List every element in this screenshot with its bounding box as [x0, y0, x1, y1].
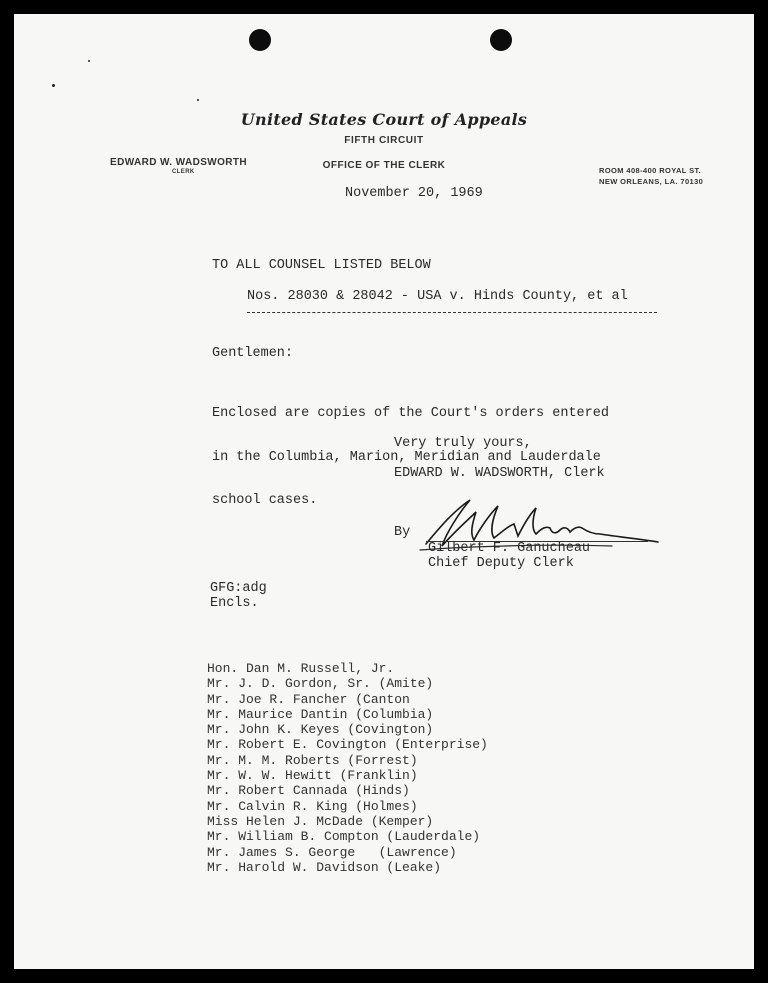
recipient: Mr. J. D. Gordon, Sr. (Amite)	[207, 676, 434, 692]
deputy-title: Chief Deputy Clerk	[428, 556, 574, 571]
letter-date: November 20, 1969	[345, 186, 483, 201]
office-name: OFFICE OF THE CLERK	[322, 160, 446, 171]
clerk-title: CLERK	[172, 169, 195, 175]
recipient: Mr. Robert Cannada (Hinds)	[207, 783, 410, 799]
recipient: Mr. John K. Keyes (Covington)	[207, 722, 434, 738]
court-name: United States Court of Appeals	[240, 110, 528, 129]
enclosures: Encls.	[210, 596, 259, 611]
letter-page	[14, 14, 754, 969]
signer: EDWARD W. WADSWORTH, Clerk	[394, 466, 605, 481]
recipient: Hon. Dan M. Russell, Jr.	[207, 661, 395, 676]
recipient: Mr. James S. George (Lawrence)	[207, 844, 457, 860]
recipient: Miss Helen J. McDade (Kemper)	[207, 813, 434, 829]
address-line: NEW ORLEANS, LA. 70130	[599, 177, 704, 186]
typist-initials: GFG:adg	[210, 581, 267, 596]
case-line: Nos. 28030 & 28042 - USA v. Hinds County, et al	[247, 289, 628, 304]
punch-hole-right	[490, 29, 512, 51]
body-line: Enclosed are copies of the Court's orders entered	[212, 406, 609, 421]
recipient-list	[207, 661, 488, 875]
addressee: TO ALL COUNSEL LISTED BELOW	[212, 258, 431, 273]
by-label: By	[394, 525, 411, 540]
address-line: ROOM 408-400 ROYAL ST.	[599, 166, 702, 175]
circuit-name: FIFTH CIRCUIT	[344, 135, 424, 146]
deputy-name: Gilbert F. Ganucheau	[428, 541, 591, 556]
office-address	[599, 165, 703, 187]
body-line: school cases.	[212, 493, 318, 508]
recipient: Mr. Harold W. Davidson (Leake)	[207, 859, 442, 875]
speck	[88, 60, 90, 62]
speck	[197, 99, 199, 101]
recipient: Mr. Calvin R. King (Holmes)	[207, 798, 418, 814]
punch-hole-left	[249, 29, 271, 51]
recipient: Mr. Robert E. Covington (Enterprise)	[207, 737, 488, 753]
recipient: Mr. Joe R. Fancher (Canton	[207, 691, 410, 707]
salutation: Gentlemen:	[212, 346, 294, 361]
recipient: Mr. Maurice Dantin (Columbia)	[207, 706, 434, 722]
closing: Very truly yours,	[394, 436, 532, 451]
recipient: Mr. William B. Compton (Lauderdale)	[207, 829, 481, 845]
speck	[52, 84, 55, 87]
body-line: in the Columbia, Marion, Meridian and Lauderdale	[212, 449, 601, 465]
case-underline	[247, 312, 657, 313]
recipient: Mr. W. W. Hewitt (Franklin)	[207, 768, 418, 784]
recipient: Mr. M. M. Roberts (Forrest)	[207, 752, 418, 768]
clerk-name: EDWARD W. WADSWORTH	[110, 157, 248, 168]
